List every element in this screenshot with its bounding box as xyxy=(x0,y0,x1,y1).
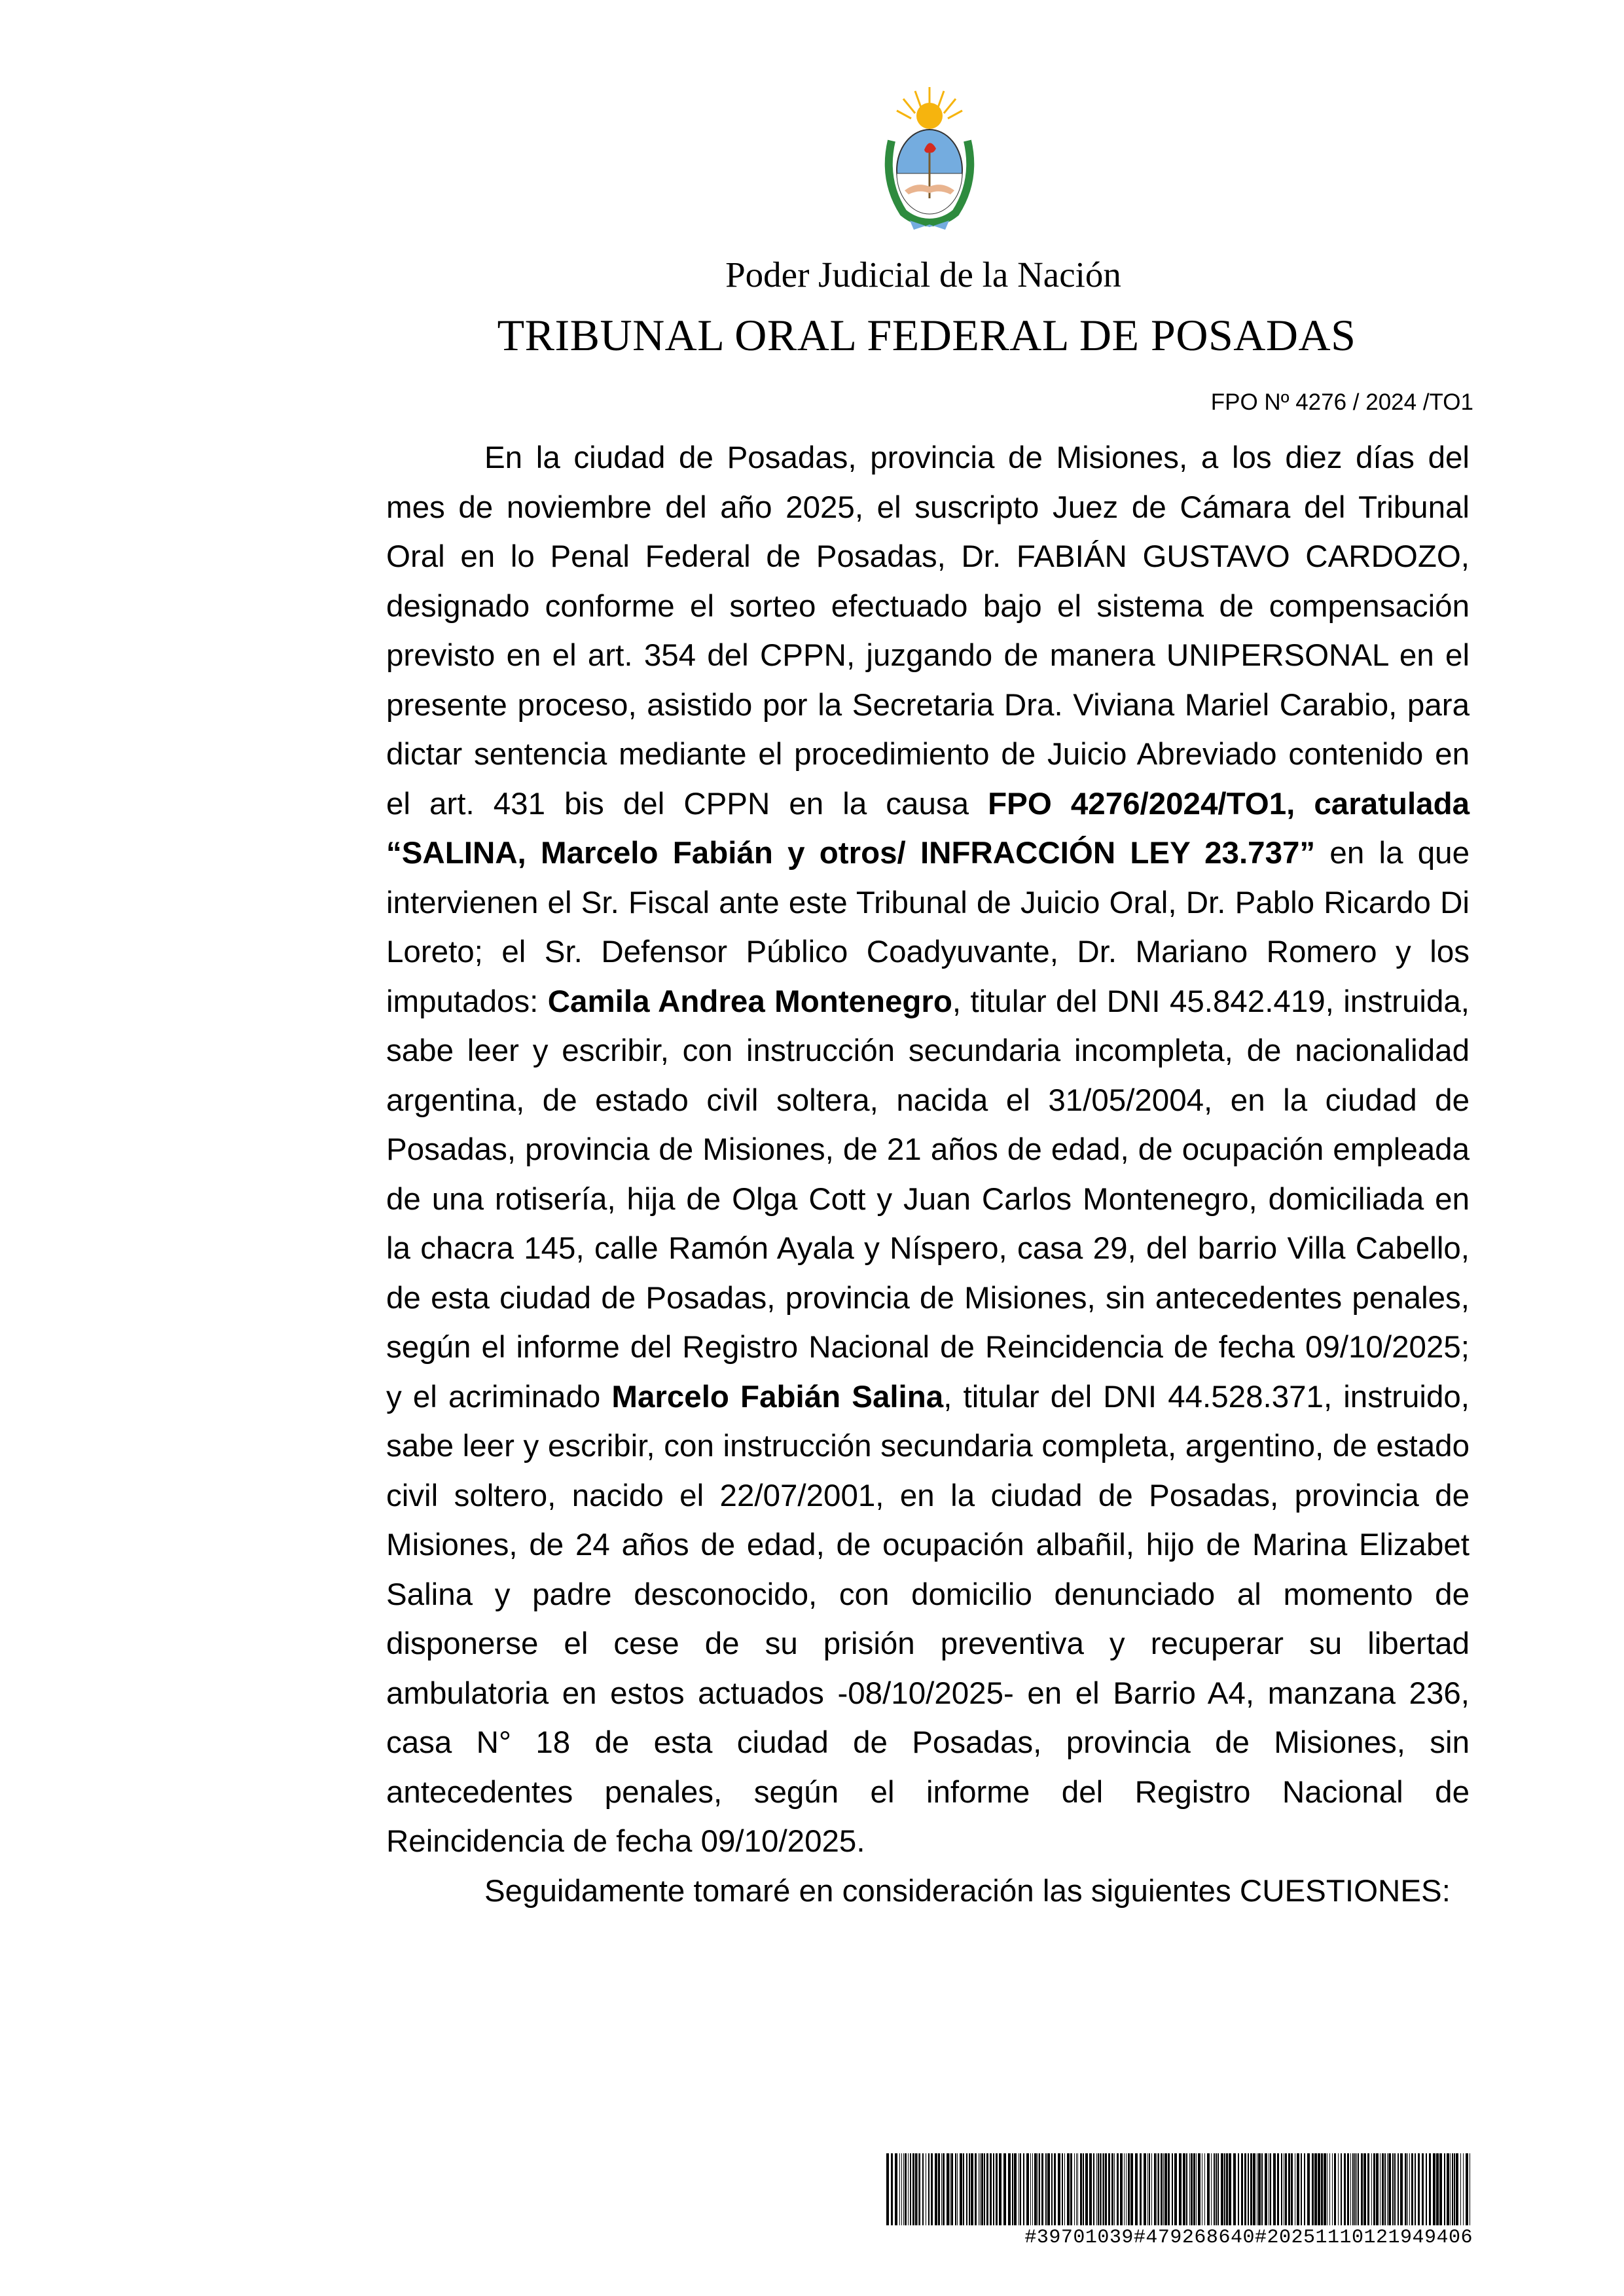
barcode-bar xyxy=(1460,2153,1461,2225)
barcode-bar xyxy=(1183,2153,1185,2225)
text-segment: , titular del DNI 45.842.419, instruida, sabe leer y escribir, con instrucción secundaria incompleta, de nacionalidad argentina, de estado civil soltera, nacida el 31/05/2004, en la ciudad de Posadas, provincia de Misiones, de 21 años de edad, de ocupación empleada de una rotisería, hija de Olga Cott y Juan Carlos Montenegro, domiciliada en la chacra 145, calle Ramón Ayala y Níspero, casa 29, del barrio Villa Cabello, de esta ciudad de Posadas, provincia de Misiones, sin antecedentes penales, según el informe del Registro Nacional de Reincidencia de fecha 09/10/2025; y el acriminado xyxy=(386,984,1470,1414)
barcode-bar xyxy=(969,2153,970,2225)
barcode-bar xyxy=(1409,2153,1410,2225)
barcode-bar xyxy=(1221,2153,1223,2225)
barcode-bar xyxy=(1422,2153,1424,2225)
barcode-bar xyxy=(1026,2153,1029,2225)
barcode-bar xyxy=(1128,2153,1130,2225)
barcode-bar xyxy=(1120,2153,1123,2225)
barcode-bar xyxy=(935,2153,937,2225)
barcode-bar xyxy=(1032,2153,1033,2225)
document-body xyxy=(386,433,1470,1916)
barcode-bar xyxy=(910,2153,911,2225)
barcode-bar xyxy=(1277,2153,1279,2225)
barcode-bar xyxy=(1039,2153,1040,2225)
barcode-bar xyxy=(1054,2153,1056,2225)
barcode-bar xyxy=(1358,2153,1359,2225)
barcode-bar xyxy=(1394,2153,1396,2225)
barcode-bar xyxy=(886,2153,889,2225)
barcode-bar xyxy=(912,2153,914,2225)
barcode-bar xyxy=(1281,2153,1282,2225)
barcode-bar xyxy=(1008,2153,1011,2225)
barcode-bar xyxy=(1020,2153,1021,2225)
barcode-bar xyxy=(922,2153,924,2225)
barcode-bar xyxy=(1207,2153,1210,2225)
barcode-bar xyxy=(891,2153,893,2225)
barcode-bar xyxy=(1100,2153,1101,2225)
barcode-bar xyxy=(1229,2153,1231,2225)
barcode-bar xyxy=(1163,2153,1164,2225)
barcode-bar xyxy=(1149,2153,1150,2225)
barcode-bar xyxy=(955,2153,956,2225)
barcode-bar xyxy=(1400,2153,1403,2225)
barcode-bar xyxy=(1261,2153,1263,2225)
barcode-bar xyxy=(1172,2153,1173,2225)
barcode-bar xyxy=(1376,2153,1379,2225)
barcode-bar xyxy=(899,2153,900,2225)
barcode-bar xyxy=(980,2153,981,2225)
barcode-bar xyxy=(1093,2153,1094,2225)
barcode-bar xyxy=(1418,2153,1420,2225)
barcode-bar xyxy=(951,2153,953,2225)
barcode-bar xyxy=(1154,2153,1156,2225)
barcode-bar xyxy=(993,2153,994,2225)
defendant-name: Camila Andrea Montenegro xyxy=(547,984,952,1019)
barcode-bar xyxy=(1433,2153,1435,2225)
barcode-bar xyxy=(1436,2153,1439,2225)
barcode-bar xyxy=(1332,2153,1333,2225)
barcode-bar xyxy=(1111,2153,1113,2225)
barcode-bar xyxy=(1108,2153,1110,2225)
barcode-bar xyxy=(963,2153,964,2225)
barcode-bar xyxy=(1098,2153,1099,2225)
barcode-bar xyxy=(1105,2153,1107,2225)
barcode-bar xyxy=(1341,2153,1342,2225)
text-segment: en la que intervienen el Sr. Fiscal ante este Tribunal de Juicio Oral, Dr. Pablo Ricardo Di Loreto; el Sr. Defensor Público Coadyuvante, Dr. Mariano Romero y los imputados: xyxy=(386,836,1470,1019)
barcode-bar xyxy=(996,2153,998,2225)
barcode-bar xyxy=(905,2153,907,2225)
barcode-bar xyxy=(1265,2153,1267,2225)
barcode-bar xyxy=(981,2153,983,2225)
barcode-bar xyxy=(915,2153,917,2225)
barcode-bar xyxy=(1392,2153,1394,2225)
barcode-bar xyxy=(1321,2153,1323,2225)
barcode-bar xyxy=(1147,2153,1148,2225)
barcode-bar xyxy=(938,2153,940,2225)
barcode-bar xyxy=(1168,2153,1170,2225)
barcode-bar xyxy=(908,2153,909,2225)
barcode-bar xyxy=(990,2153,992,2225)
barcode-bar xyxy=(1126,2153,1127,2225)
barcode-bar xyxy=(1388,2153,1391,2225)
barcode-bar xyxy=(1371,2153,1372,2225)
barcode-bar xyxy=(1041,2153,1043,2225)
text-segment: En la ciudad de Posadas, provincia de Misiones, a los diez días del mes de noviembre del año 2025, el suscripto Juez de Cámara del Tribunal Oral en lo Penal Federal de Posadas, Dr. FABIÁN GUSTAVO CARDOZO, designado conforme el sorteo efectuado bajo el sistema de compensación previsto en el art. 354 del CPPN, juzgando de manera UNIPERSONAL en el presente proceso, asistido por la Secretaria Dra. Viviana Mariel Carabio, para dictar sentencia mediante el procedimiento de Juicio Abreviado contenido en el art. 431 bis del CPPN en la causa xyxy=(386,440,1470,821)
barcode-bar xyxy=(957,2153,958,2225)
barcode-bar xyxy=(975,2153,977,2225)
barcode-bar xyxy=(960,2153,962,2225)
barcode-bar xyxy=(1218,2153,1219,2225)
court-title: TRIBUNAL ORAL FEDERAL DE POSADAS xyxy=(497,310,1356,360)
file-reference: FPO Nº 4276 / 2024 /TO1 xyxy=(1210,389,1473,415)
barcode-bar xyxy=(1304,2153,1305,2225)
barcode-bar xyxy=(1270,2153,1271,2225)
barcode-bar xyxy=(1291,2153,1293,2225)
barcode-bar xyxy=(1429,2153,1431,2225)
barcode-bar xyxy=(1466,2153,1468,2225)
barcode-bar xyxy=(1224,2153,1225,2225)
barcode-bar xyxy=(1415,2153,1416,2225)
barcode-bar xyxy=(1074,2153,1075,2225)
barcode-bar xyxy=(1096,2153,1097,2225)
barcode-bar xyxy=(1076,2153,1077,2225)
barcode-bar xyxy=(1324,2153,1326,2225)
barcode-bar xyxy=(1352,2153,1354,2225)
barcode-bar xyxy=(1301,2153,1302,2225)
barcode-bar xyxy=(1411,2153,1413,2225)
barcode-bar xyxy=(986,2153,988,2225)
barcode-bar xyxy=(1248,2153,1249,2225)
barcode-bar xyxy=(1318,2153,1320,2225)
barcode-bar xyxy=(1070,2153,1072,2225)
barcode-bar xyxy=(1103,2153,1104,2225)
barcode-bar xyxy=(1077,2153,1078,2225)
paragraph-opening xyxy=(386,433,1470,1867)
barcode-bar xyxy=(1456,2153,1458,2225)
barcode-bar xyxy=(1407,2153,1408,2225)
barcode-bar xyxy=(1398,2153,1399,2225)
barcode-bar xyxy=(1014,2153,1017,2225)
barcode-bar xyxy=(1179,2153,1182,2225)
barcode-bar xyxy=(1161,2153,1163,2225)
barcode-bar xyxy=(1258,2153,1261,2225)
barcode-bar xyxy=(1003,2153,1006,2225)
barcode-bar xyxy=(1253,2153,1255,2225)
barcode-bar xyxy=(1135,2153,1138,2225)
barcode-bar xyxy=(999,2153,1001,2225)
barcode-bar xyxy=(1083,2153,1084,2225)
barcode-bar xyxy=(941,2153,942,2225)
barcode-bar xyxy=(1285,2153,1287,2225)
barcode-bar xyxy=(1114,2153,1115,2225)
barcode-bar xyxy=(1186,2153,1187,2225)
barcode-bar xyxy=(1354,2153,1356,2225)
barcode-bar xyxy=(1174,2153,1177,2225)
text-segment: , titular del DNI 44.528.371, instruido, sabe leer y escribir, con instrucción secundaria completa, argentino, de estado civil soltero, nacido el 22/07/2001, en la ciudad de Posadas, provincia de Misiones, de 24 años de edad, de ocupación albañil, hijo de Marina Elizabet Salina y padre desconocido, con domicilio denunciado al momento de disponerse el cese de su prisión preventiva y recuperar su libertad ambulatoria en estos actuados -08/10/2025- en el Barrio A4, manzana 236, casa N° 18 de esta ciudad de Posadas, provincia de Misiones, sin antecedentes penales, según el informe del Registro Nacional de Reincidencia de fecha 09/10/2025. xyxy=(386,1379,1470,1859)
barcode-bar xyxy=(1439,2153,1442,2225)
barcode-bar xyxy=(1124,2153,1125,2225)
barcode-bar xyxy=(1034,2153,1037,2225)
barcode-bar xyxy=(1189,2153,1190,2225)
barcode-bar xyxy=(1140,2153,1142,2225)
barcode-bar xyxy=(1130,2153,1133,2225)
barcode-bar xyxy=(1444,2153,1445,2225)
barcode-bar xyxy=(1051,2153,1053,2225)
barcode-bar xyxy=(1045,2153,1047,2225)
barcode-bar xyxy=(1117,2153,1119,2225)
barcode-bar xyxy=(1211,2153,1212,2225)
defendant-name: Marcelo Fabián Salina xyxy=(611,1379,944,1414)
barcode-bar xyxy=(1288,2153,1290,2225)
coat-of-arms-icon xyxy=(877,82,982,232)
barcode-bar xyxy=(1241,2153,1243,2225)
barcode-bar xyxy=(1158,2153,1159,2225)
barcode-bar xyxy=(1198,2153,1200,2225)
barcode-bar xyxy=(1373,2153,1375,2225)
barcode-bar xyxy=(895,2153,897,2225)
barcode-bar xyxy=(1238,2153,1239,2225)
barcode-bar xyxy=(1151,2153,1152,2225)
barcode-bar xyxy=(947,2153,949,2225)
barcode-bar xyxy=(1334,2153,1336,2225)
barcode-bar xyxy=(1307,2153,1310,2225)
barcode-bar xyxy=(1447,2153,1449,2225)
institution-title: Poder Judicial de la Nación xyxy=(725,255,1121,295)
barcode-bar xyxy=(1273,2153,1276,2225)
barcode-bar xyxy=(1164,2153,1167,2225)
barcode-bar xyxy=(1329,2153,1330,2225)
barcode-bar xyxy=(1312,2153,1314,2225)
barcode-bar xyxy=(1338,2153,1339,2225)
barcode-bar xyxy=(1216,2153,1217,2225)
barcode-bar xyxy=(1363,2153,1366,2225)
barcode-bar xyxy=(903,2153,904,2225)
barcode-bar xyxy=(1450,2153,1451,2225)
barcode-bar xyxy=(1214,2153,1215,2225)
barcode-bar xyxy=(1356,2153,1357,2225)
barcode-bar xyxy=(1191,2153,1193,2225)
barcode-bar xyxy=(931,2153,933,2225)
barcode-bar xyxy=(1454,2153,1455,2225)
barcode-bar xyxy=(943,2153,945,2225)
barcode-bar xyxy=(1405,2153,1407,2225)
barcode-bar xyxy=(1382,2153,1384,2225)
barcode-bar xyxy=(1244,2153,1246,2225)
barcode xyxy=(884,2153,1473,2225)
barcode-bar xyxy=(1012,2153,1013,2225)
barcode-bar xyxy=(1080,2153,1082,2225)
barcode-bar xyxy=(928,2153,929,2225)
barcode-bar xyxy=(1144,2153,1146,2225)
barcode-bar xyxy=(1452,2153,1453,2225)
barcode-bar xyxy=(1062,2153,1063,2225)
barcode-bar xyxy=(1064,2153,1065,2225)
barcode-bar xyxy=(1347,2153,1349,2225)
barcode-bar xyxy=(1384,2153,1386,2225)
barcode-bar xyxy=(984,2153,985,2225)
barcode-number: #39701039#479268640#20251110121949406 xyxy=(1024,2227,1473,2249)
barcode-bar xyxy=(1250,2153,1252,2225)
barcode-bar xyxy=(1204,2153,1205,2225)
barcode-bar xyxy=(1030,2153,1031,2225)
barcode-bar xyxy=(1350,2153,1351,2225)
barcode-bar xyxy=(1361,2153,1363,2225)
barcode-bar xyxy=(1058,2153,1060,2225)
barcode-bar xyxy=(1089,2153,1092,2225)
barcode-bar xyxy=(1233,2153,1236,2225)
barcode-bar xyxy=(1047,2153,1050,2225)
paragraph-questions: Seguidamente tomaré en consideración las siguientes CUESTIONES: xyxy=(484,1873,1451,1909)
case-title: FPO 4276/2024/TO1, caratulada “SALINA, Marcelo Fabián y otros/ INFRACCIÓN LEY 23.737” xyxy=(386,786,1470,870)
barcode-bar xyxy=(1344,2153,1346,2225)
barcode-bar xyxy=(1463,2153,1464,2225)
barcode-bar xyxy=(1367,2153,1369,2225)
barcode-bar xyxy=(901,2153,902,2225)
barcode-bar xyxy=(1426,2153,1427,2225)
barcode-bar xyxy=(1193,2153,1195,2225)
barcode-bar xyxy=(1226,2153,1228,2225)
barcode-bar xyxy=(1387,2153,1388,2225)
barcode-bar xyxy=(1085,2153,1088,2225)
barcode-bar xyxy=(1314,2153,1317,2225)
barcode-bar xyxy=(1067,2153,1070,2225)
barcode-bar xyxy=(966,2153,967,2225)
barcode-bar xyxy=(919,2153,920,2225)
barcode-bar xyxy=(1023,2153,1024,2225)
barcode-bar xyxy=(1297,2153,1299,2225)
barcode-bar xyxy=(971,2153,973,2225)
barcode-bar xyxy=(1196,2153,1197,2225)
